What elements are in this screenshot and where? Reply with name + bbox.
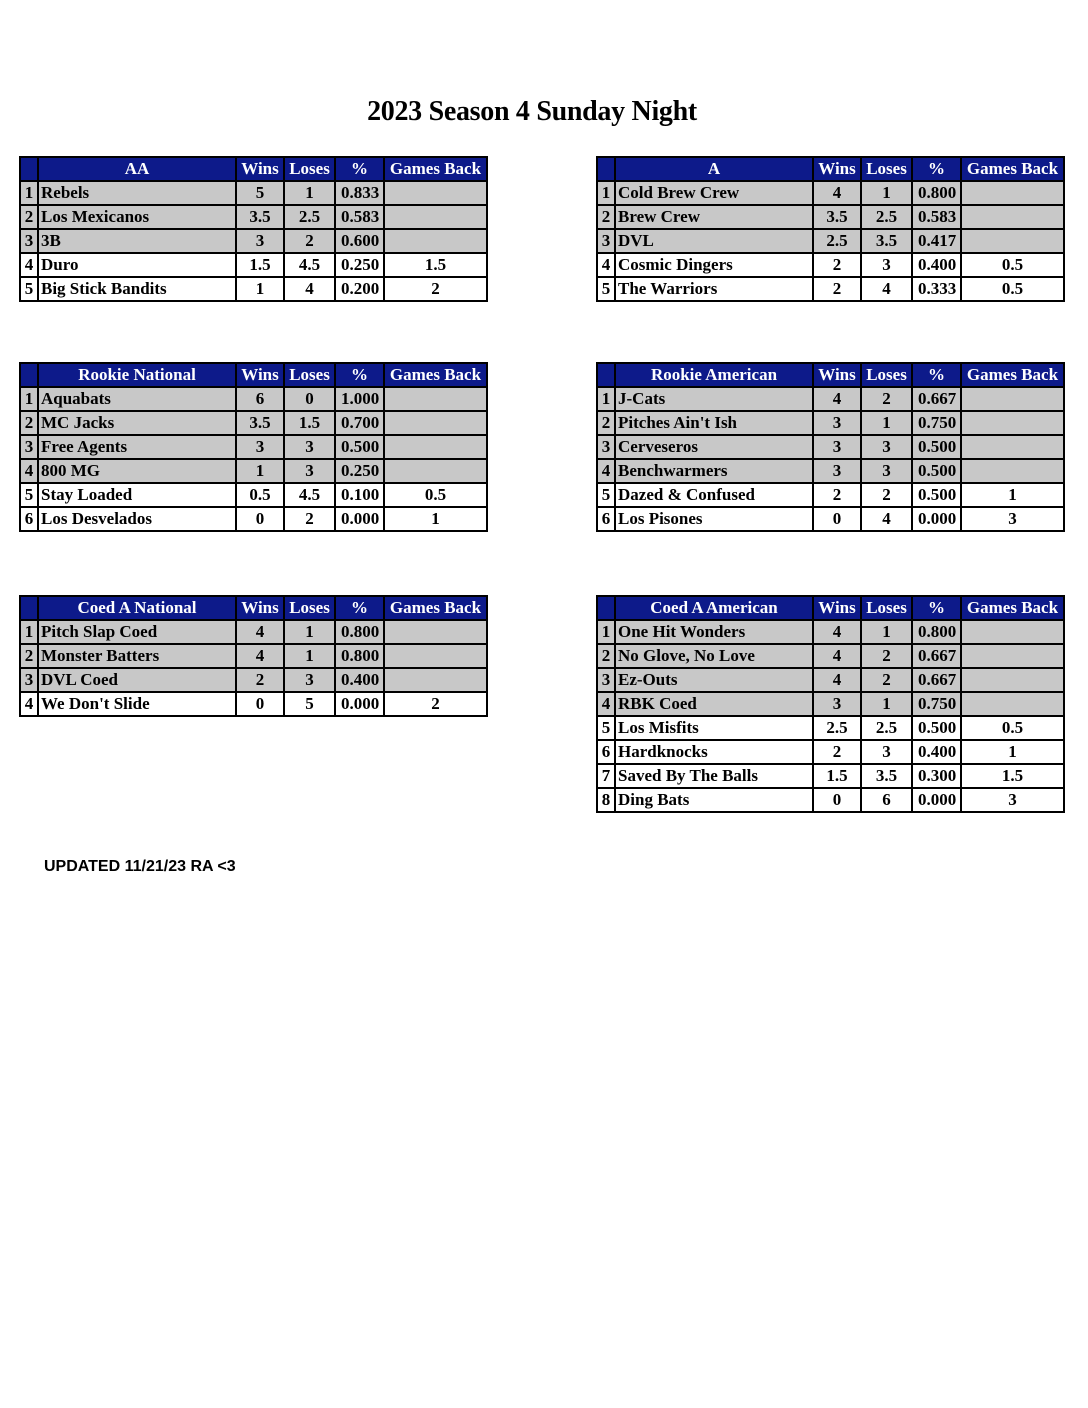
- loses-cell: 4: [861, 507, 912, 531]
- team-name-cell: DVL Coed: [38, 668, 236, 692]
- division-table-coed-a-national: [19, 595, 488, 717]
- rank-header: [597, 363, 615, 387]
- team-name-cell: Stay Loaded: [38, 483, 236, 507]
- rank-cell: 5: [597, 716, 615, 740]
- rank-cell: 2: [597, 411, 615, 435]
- team-name-cell: 800 MG: [38, 459, 236, 483]
- pct-cell: 0.667: [912, 387, 961, 411]
- team-name-cell: The Warriors: [615, 277, 813, 301]
- loses-cell: 2.5: [861, 205, 912, 229]
- rank-cell: 5: [597, 483, 615, 507]
- loses-cell: 6: [861, 788, 912, 812]
- rank-cell: 3: [20, 229, 38, 253]
- team-name-cell: Saved By The Balls: [615, 764, 813, 788]
- loses-cell: 4: [861, 277, 912, 301]
- table-row: [597, 692, 1064, 716]
- wins-cell: 1.5: [813, 764, 861, 788]
- wins-cell: 1: [236, 277, 284, 301]
- team-name-cell: Rebels: [38, 181, 236, 205]
- loses-header: Loses: [861, 363, 912, 387]
- pct-cell: 0.300: [912, 764, 961, 788]
- pct-cell: 0.250: [335, 253, 384, 277]
- table-row: [597, 644, 1064, 668]
- rank-cell: 1: [20, 181, 38, 205]
- games-back-cell: [961, 692, 1064, 716]
- team-name-cell: Brew Crew: [615, 205, 813, 229]
- team-name-cell: Aquabats: [38, 387, 236, 411]
- updated-note: UPDATED 11/21/23 RA <3: [44, 858, 236, 875]
- loses-cell: 1: [861, 692, 912, 716]
- team-name-cell: Pitches Ain't Ish: [615, 411, 813, 435]
- pct-cell: 0.500: [912, 435, 961, 459]
- loses-cell: 2: [861, 644, 912, 668]
- pct-header: %: [335, 363, 384, 387]
- pct-cell: 0.500: [912, 483, 961, 507]
- wins-cell: 6: [236, 387, 284, 411]
- table-row: [20, 411, 487, 435]
- rank-header: [597, 596, 615, 620]
- loses-cell: 3: [861, 740, 912, 764]
- pct-cell: 0.100: [335, 483, 384, 507]
- loses-cell: 1: [861, 181, 912, 205]
- pct-header: %: [912, 157, 961, 181]
- page-title: 2023 Season 4 Sunday Night: [367, 96, 697, 127]
- rank-header: [597, 157, 615, 181]
- wins-cell: 3.5: [236, 205, 284, 229]
- pct-cell: 0.000: [335, 507, 384, 531]
- table-row: [597, 253, 1064, 277]
- games-back-header: Games Back: [384, 596, 487, 620]
- loses-cell: 4: [284, 277, 335, 301]
- rank-header: [20, 596, 38, 620]
- pct-cell: 0.500: [335, 435, 384, 459]
- wins-cell: 0: [813, 507, 861, 531]
- table-row: [597, 387, 1064, 411]
- team-name-cell: Hardknocks: [615, 740, 813, 764]
- games-back-header: Games Back: [384, 363, 487, 387]
- division-name-header: Coed A National: [38, 596, 236, 620]
- rank-cell: 6: [597, 507, 615, 531]
- rank-cell: 1: [20, 387, 38, 411]
- rank-cell: 6: [20, 507, 38, 531]
- wins-cell: 4: [813, 387, 861, 411]
- games-back-cell: 1.5: [961, 764, 1064, 788]
- wins-cell: 2: [236, 668, 284, 692]
- table-row: [20, 507, 487, 531]
- wins-header: Wins: [813, 596, 861, 620]
- team-name-cell: Benchwarmers: [615, 459, 813, 483]
- loses-cell: 2: [861, 483, 912, 507]
- rank-cell: 7: [597, 764, 615, 788]
- loses-cell: 2: [284, 507, 335, 531]
- table-row: [20, 435, 487, 459]
- team-name-cell: Los Pisones: [615, 507, 813, 531]
- games-back-cell: [384, 205, 487, 229]
- division-table-rookie-american: [596, 362, 1065, 532]
- wins-cell: 5: [236, 181, 284, 205]
- table-row: [597, 435, 1064, 459]
- pct-cell: 0.583: [912, 205, 961, 229]
- wins-cell: 2.5: [813, 716, 861, 740]
- wins-cell: 2: [813, 740, 861, 764]
- games-back-cell: 1: [384, 507, 487, 531]
- pct-cell: 0.700: [335, 411, 384, 435]
- games-back-header: Games Back: [961, 157, 1064, 181]
- rank-cell: 4: [597, 459, 615, 483]
- games-back-cell: [384, 411, 487, 435]
- team-name-cell: DVL: [615, 229, 813, 253]
- loses-cell: 2.5: [284, 205, 335, 229]
- wins-cell: 4: [236, 620, 284, 644]
- loses-cell: 4.5: [284, 253, 335, 277]
- table-row: [597, 788, 1064, 812]
- team-name-cell: We Don't Slide: [38, 692, 236, 716]
- loses-cell: 4.5: [284, 483, 335, 507]
- wins-cell: 3.5: [813, 205, 861, 229]
- pct-cell: 0.800: [912, 620, 961, 644]
- wins-cell: 4: [813, 181, 861, 205]
- division-name-header: Rookie National: [38, 363, 236, 387]
- games-back-cell: [961, 181, 1064, 205]
- table-row: [20, 620, 487, 644]
- table-header-row: [597, 157, 1064, 181]
- wins-header: Wins: [813, 363, 861, 387]
- loses-cell: 0: [284, 387, 335, 411]
- wins-cell: 3: [236, 435, 284, 459]
- loses-cell: 3: [861, 435, 912, 459]
- division-table-coed-a-american: [596, 595, 1065, 813]
- team-name-cell: RBK Coed: [615, 692, 813, 716]
- rank-cell: 2: [20, 644, 38, 668]
- games-back-cell: [384, 435, 487, 459]
- games-back-cell: 2: [384, 277, 487, 301]
- pct-cell: 0.750: [912, 411, 961, 435]
- division-name-header: Rookie American: [615, 363, 813, 387]
- wins-cell: 3: [236, 229, 284, 253]
- table-row: [597, 205, 1064, 229]
- table-row: [597, 740, 1064, 764]
- pct-cell: 0.600: [335, 229, 384, 253]
- table-row: [597, 716, 1064, 740]
- games-back-cell: 1: [961, 483, 1064, 507]
- rank-cell: 3: [597, 668, 615, 692]
- loses-cell: 3: [861, 253, 912, 277]
- team-name-cell: J-Cats: [615, 387, 813, 411]
- rank-cell: 5: [20, 483, 38, 507]
- table-header-row: [20, 363, 487, 387]
- games-back-header: Games Back: [384, 157, 487, 181]
- wins-cell: 3: [813, 435, 861, 459]
- games-back-cell: 0.5: [961, 277, 1064, 301]
- team-name-cell: Los Mexicanos: [38, 205, 236, 229]
- team-name-cell: Ez-Outs: [615, 668, 813, 692]
- rank-cell: 1: [597, 620, 615, 644]
- games-back-cell: [961, 459, 1064, 483]
- games-back-cell: 3: [961, 507, 1064, 531]
- pct-header: %: [912, 596, 961, 620]
- wins-cell: 3.5: [236, 411, 284, 435]
- table-row: [20, 459, 487, 483]
- rank-cell: 6: [597, 740, 615, 764]
- table-header-row: [20, 157, 487, 181]
- rank-cell: 3: [20, 668, 38, 692]
- team-name-cell: MC Jacks: [38, 411, 236, 435]
- wins-cell: 0: [236, 507, 284, 531]
- pct-header: %: [335, 157, 384, 181]
- wins-cell: 4: [813, 620, 861, 644]
- loses-cell: 1: [284, 644, 335, 668]
- team-name-cell: Cosmic Dingers: [615, 253, 813, 277]
- pct-cell: 0.000: [912, 788, 961, 812]
- team-name-cell: Los Misfits: [615, 716, 813, 740]
- division-table-a: [596, 156, 1065, 302]
- table-row: [20, 205, 487, 229]
- games-back-cell: [961, 435, 1064, 459]
- table-header-row: [597, 363, 1064, 387]
- rank-cell: 4: [597, 692, 615, 716]
- games-back-cell: 1.5: [384, 253, 487, 277]
- games-back-header: Games Back: [961, 596, 1064, 620]
- pct-cell: 0.583: [335, 205, 384, 229]
- games-back-cell: [961, 387, 1064, 411]
- team-name-cell: Cerveseros: [615, 435, 813, 459]
- table-row: [597, 229, 1064, 253]
- wins-cell: 0: [236, 692, 284, 716]
- wins-cell: 1.5: [236, 253, 284, 277]
- games-back-cell: [384, 459, 487, 483]
- wins-cell: 0.5: [236, 483, 284, 507]
- pct-cell: 0.500: [912, 716, 961, 740]
- rank-cell: 1: [20, 620, 38, 644]
- rank-cell: 4: [597, 253, 615, 277]
- wins-header: Wins: [236, 157, 284, 181]
- games-back-cell: [961, 668, 1064, 692]
- games-back-cell: 0.5: [961, 253, 1064, 277]
- table-row: [597, 764, 1064, 788]
- loses-cell: 2: [284, 229, 335, 253]
- pct-header: %: [335, 596, 384, 620]
- games-back-cell: [961, 644, 1064, 668]
- table-row: [20, 644, 487, 668]
- loses-cell: 2: [861, 387, 912, 411]
- table-row: [597, 459, 1064, 483]
- division-name-header: AA: [38, 157, 236, 181]
- pct-cell: 0.800: [335, 644, 384, 668]
- pct-cell: 0.400: [912, 740, 961, 764]
- pct-cell: 0.250: [335, 459, 384, 483]
- table-header-row: [20, 596, 487, 620]
- rank-cell: 1: [597, 387, 615, 411]
- games-back-cell: [384, 668, 487, 692]
- pct-cell: 0.000: [335, 692, 384, 716]
- team-name-cell: One Hit Wonders: [615, 620, 813, 644]
- wins-cell: 4: [813, 644, 861, 668]
- games-back-cell: 3: [961, 788, 1064, 812]
- games-back-cell: 1: [961, 740, 1064, 764]
- games-back-cell: 0.5: [384, 483, 487, 507]
- rank-cell: 8: [597, 788, 615, 812]
- games-back-header: Games Back: [961, 363, 1064, 387]
- pct-cell: 0.833: [335, 181, 384, 205]
- wins-cell: 2: [813, 277, 861, 301]
- rank-cell: 2: [20, 205, 38, 229]
- loses-cell: 3: [284, 668, 335, 692]
- rank-cell: 5: [597, 277, 615, 301]
- division-name-header: Coed A American: [615, 596, 813, 620]
- team-name-cell: Duro: [38, 253, 236, 277]
- wins-header: Wins: [813, 157, 861, 181]
- games-back-cell: [384, 229, 487, 253]
- loses-cell: 2.5: [861, 716, 912, 740]
- table-row: [597, 277, 1064, 301]
- pct-cell: 0.800: [335, 620, 384, 644]
- division-name-header: A: [615, 157, 813, 181]
- rank-header: [20, 363, 38, 387]
- games-back-cell: [384, 387, 487, 411]
- pct-cell: 0.417: [912, 229, 961, 253]
- games-back-cell: [384, 620, 487, 644]
- rank-cell: 4: [20, 253, 38, 277]
- games-back-cell: [384, 181, 487, 205]
- wins-cell: 3: [813, 411, 861, 435]
- wins-cell: 2: [813, 253, 861, 277]
- table-row: [597, 620, 1064, 644]
- table-header-row: [597, 596, 1064, 620]
- team-name-cell: 3B: [38, 229, 236, 253]
- loses-cell: 1: [861, 620, 912, 644]
- rank-cell: 3: [20, 435, 38, 459]
- rank-cell: 2: [597, 644, 615, 668]
- rank-cell: 4: [20, 459, 38, 483]
- pct-cell: 0.667: [912, 644, 961, 668]
- team-name-cell: Free Agents: [38, 435, 236, 459]
- wins-header: Wins: [236, 363, 284, 387]
- table-row: [20, 692, 487, 716]
- team-name-cell: No Glove, No Love: [615, 644, 813, 668]
- games-back-cell: 0.5: [961, 716, 1064, 740]
- table-row: [20, 668, 487, 692]
- games-back-cell: [961, 205, 1064, 229]
- pct-cell: 0.400: [335, 668, 384, 692]
- rank-cell: 4: [20, 692, 38, 716]
- table-row: [597, 181, 1064, 205]
- table-row: [597, 483, 1064, 507]
- pct-cell: 0.000: [912, 507, 961, 531]
- wins-cell: 0: [813, 788, 861, 812]
- wins-cell: 2: [813, 483, 861, 507]
- games-back-cell: 2: [384, 692, 487, 716]
- pct-cell: 0.500: [912, 459, 961, 483]
- rank-cell: 1: [597, 181, 615, 205]
- wins-cell: 3: [813, 459, 861, 483]
- loses-header: Loses: [861, 157, 912, 181]
- loses-header: Loses: [284, 363, 335, 387]
- wins-cell: 3: [813, 692, 861, 716]
- loses-cell: 1.5: [284, 411, 335, 435]
- division-table-rookie-national: [19, 362, 488, 532]
- games-back-cell: [961, 229, 1064, 253]
- games-back-cell: [961, 620, 1064, 644]
- team-name-cell: Pitch Slap Coed: [38, 620, 236, 644]
- table-row: [20, 253, 487, 277]
- loses-cell: 3.5: [861, 229, 912, 253]
- table-row: [20, 277, 487, 301]
- pct-cell: 0.400: [912, 253, 961, 277]
- loses-header: Loses: [861, 596, 912, 620]
- games-back-cell: [384, 644, 487, 668]
- loses-cell: 1: [284, 620, 335, 644]
- wins-cell: 4: [813, 668, 861, 692]
- pct-cell: 1.000: [335, 387, 384, 411]
- wins-cell: 2.5: [813, 229, 861, 253]
- team-name-cell: Cold Brew Crew: [615, 181, 813, 205]
- rank-cell: 2: [597, 205, 615, 229]
- wins-cell: 1: [236, 459, 284, 483]
- loses-cell: 3: [861, 459, 912, 483]
- wins-header: Wins: [236, 596, 284, 620]
- table-row: [20, 181, 487, 205]
- loses-cell: 3.5: [861, 764, 912, 788]
- loses-header: Loses: [284, 596, 335, 620]
- loses-cell: 3: [284, 459, 335, 483]
- loses-cell: 2: [861, 668, 912, 692]
- rank-cell: 3: [597, 435, 615, 459]
- table-row: [597, 507, 1064, 531]
- games-back-cell: [961, 411, 1064, 435]
- pct-cell: 0.333: [912, 277, 961, 301]
- loses-cell: 5: [284, 692, 335, 716]
- pct-cell: 0.800: [912, 181, 961, 205]
- rank-header: [20, 157, 38, 181]
- pct-cell: 0.750: [912, 692, 961, 716]
- loses-cell: 3: [284, 435, 335, 459]
- team-name-cell: Monster Batters: [38, 644, 236, 668]
- team-name-cell: Los Desvelados: [38, 507, 236, 531]
- table-row: [20, 483, 487, 507]
- loses-cell: 1: [861, 411, 912, 435]
- rank-cell: 2: [20, 411, 38, 435]
- table-row: [597, 411, 1064, 435]
- table-row: [597, 668, 1064, 692]
- team-name-cell: Big Stick Bandits: [38, 277, 236, 301]
- team-name-cell: Dazed & Confused: [615, 483, 813, 507]
- table-row: [20, 229, 487, 253]
- team-name-cell: Ding Bats: [615, 788, 813, 812]
- pct-cell: 0.667: [912, 668, 961, 692]
- table-row: [20, 387, 487, 411]
- rank-cell: 5: [20, 277, 38, 301]
- wins-cell: 4: [236, 644, 284, 668]
- loses-cell: 1: [284, 181, 335, 205]
- rank-cell: 3: [597, 229, 615, 253]
- pct-header: %: [912, 363, 961, 387]
- loses-header: Loses: [284, 157, 335, 181]
- division-table-aa: [19, 156, 488, 302]
- pct-cell: 0.200: [335, 277, 384, 301]
